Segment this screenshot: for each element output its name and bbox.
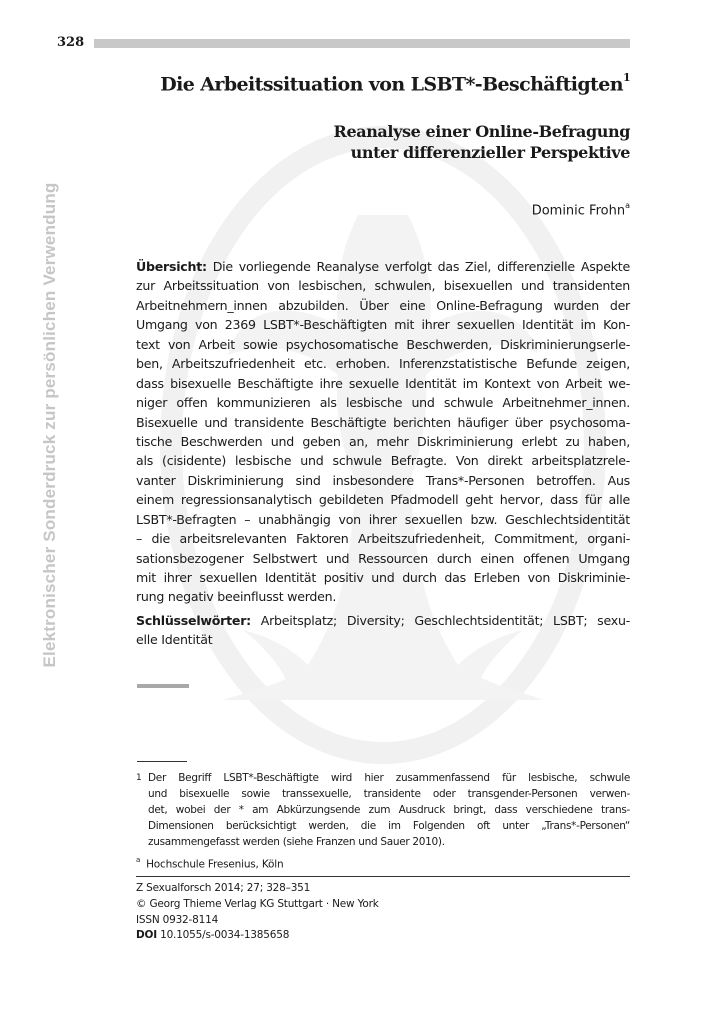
abstract-line: ben, Arbeitszufriedenheit etc. erhoben. Inferenzstatistische Befunde zeigen, <box>136 356 630 372</box>
abstract-line: dass bisexuelle Beschäftigte ihre sexuelle Identität im Kontext von Arbeit we- <box>136 375 630 391</box>
abstract-line: – die arbeitsrelevanten Faktoren Arbeitszufriedenheit, Commitment, organi- <box>136 531 630 547</box>
abstract-line: tische Beschwerden und geben an, mehr Diskriminierung erlebt zu haben, <box>136 433 630 449</box>
doi-label: DOI <box>136 929 157 942</box>
abstract-line: zur Arbeitssituation von lesbischen, schwulen, bisexuellen und transidenten <box>136 278 630 294</box>
footnote-line: det, wobei der * am Abkürzungsende zum Ausdruck bringt, dass verschiedene trans- <box>148 803 630 816</box>
footnote-line: Der Begriff LSBT*-Beschäftigte wird hier zusammenfassend für lesbische, schwule <box>148 772 630 784</box>
footnote-line: zusammengefasst werden (siehe Franzen und Sauer 2010). <box>148 835 445 848</box>
affiliation <box>136 857 283 871</box>
abstract-line: sationsbezogener Selbstwert und Ressourcen durch einen offenen Umgang <box>136 550 630 566</box>
footnote <box>136 771 630 850</box>
abstract-line: Arbeitnehmern_innen abzubilden. Über eine Online-Befragung wurden der <box>136 297 630 313</box>
subtitle-line: unter differenzieller Perspektive <box>350 143 630 162</box>
page-number: 328 <box>57 35 85 50</box>
abstract-line: rung negativ beeinflusst werden. <box>136 589 337 605</box>
citation-rule <box>136 876 630 877</box>
footnote-rule <box>137 761 187 762</box>
side-watermark-text: Elektronischer Sonderdruck zur persönlichen Verwendung <box>40 182 59 668</box>
journal-citation: Z Sexualforsch 2014; 27; 328–351 <box>136 882 311 894</box>
author-name: Dominic Frohn <box>531 203 626 219</box>
abstract-line: mit ihrer sexuellen Identität positiv und durch das Erleben von Diskriminie- <box>136 570 630 585</box>
keywords-line: Schlüsselwörter: Arbeitsplatz; Diversity; Geschlechtsidentität; LSBT; sexu- <box>136 613 630 628</box>
abstract-line: Bisexuelle und transidente Beschäftigte berichten häufiger über psychosoma- <box>136 414 630 430</box>
publisher-line: © Georg Thieme Verlag KG Stuttgart · New York <box>136 897 379 910</box>
abstract-line: vanter Diskriminierung sind insbesondere Trans*-Personen betroffen. Aus <box>136 472 630 488</box>
doi-value: 10.1055/s-0034-1385658 <box>160 929 290 942</box>
keywords-line: elle Identität <box>136 632 213 648</box>
footnote-marker: 1 <box>136 773 142 783</box>
doi-line <box>136 928 379 944</box>
header-bar <box>94 39 630 48</box>
keywords <box>136 611 630 650</box>
subtitle-line: Reanalyse einer Online-Befragung <box>333 122 630 141</box>
abstract-line: Umgang von 2369 LSBT*-Beschäftigten mit ihrer sexuellen Identität im Kon- <box>136 317 630 333</box>
keywords-label: Schlüsselwörter: <box>136 613 251 628</box>
issn: ISSN 0932-8114 <box>136 913 219 926</box>
abstract-line: Übersicht: Die vorliegende Reanalyse verfolgt das Ziel, differenzielle Aspekte <box>136 259 630 274</box>
footnote-line: Dimensionen berücksichtigt werden, die im Folgenden oft unter „Trans*-Personen“ <box>148 819 630 832</box>
section-divider <box>137 684 189 688</box>
abstract-line: niger offen kommunizieren als lesbische und schwule Arbeitnehmer_innen. <box>136 395 630 411</box>
abstract-line: als (cisidente) lesbische und schwule Befragte. Von direkt arbeitsplatzrele- <box>136 453 630 469</box>
author-affiliation-marker: a <box>625 201 630 210</box>
affiliation-marker: a <box>136 856 141 864</box>
abstract <box>136 257 630 607</box>
article-subtitle <box>210 121 630 163</box>
abstract-line: text von Arbeit sowie psychosomatische Beschwerden, Diskriminierungserle- <box>136 336 630 352</box>
abstract-label: Übersicht: <box>136 259 207 274</box>
author <box>532 202 630 218</box>
article-title <box>160 73 630 95</box>
citation-block <box>136 881 379 944</box>
abstract-line: einem regressionsanalytisch gebildeten Pfadmodell geht hervor, dass für alle <box>136 492 630 508</box>
title-footnote-marker: 1 <box>622 71 630 84</box>
abstract-line: LSBT*-Befragten – unabhängig von ihrer sexuellen bzw. Geschlechtsidentität <box>136 511 630 527</box>
title-text: Die Arbeitssituation von LSBT*-Beschäftigten <box>160 73 623 96</box>
affiliation-text: Hochschule Fresenius, Köln <box>146 858 284 871</box>
footnote-line: und bisexuelle sowie transsexuelle, transidente oder transgender-Personen verwen- <box>148 787 630 800</box>
